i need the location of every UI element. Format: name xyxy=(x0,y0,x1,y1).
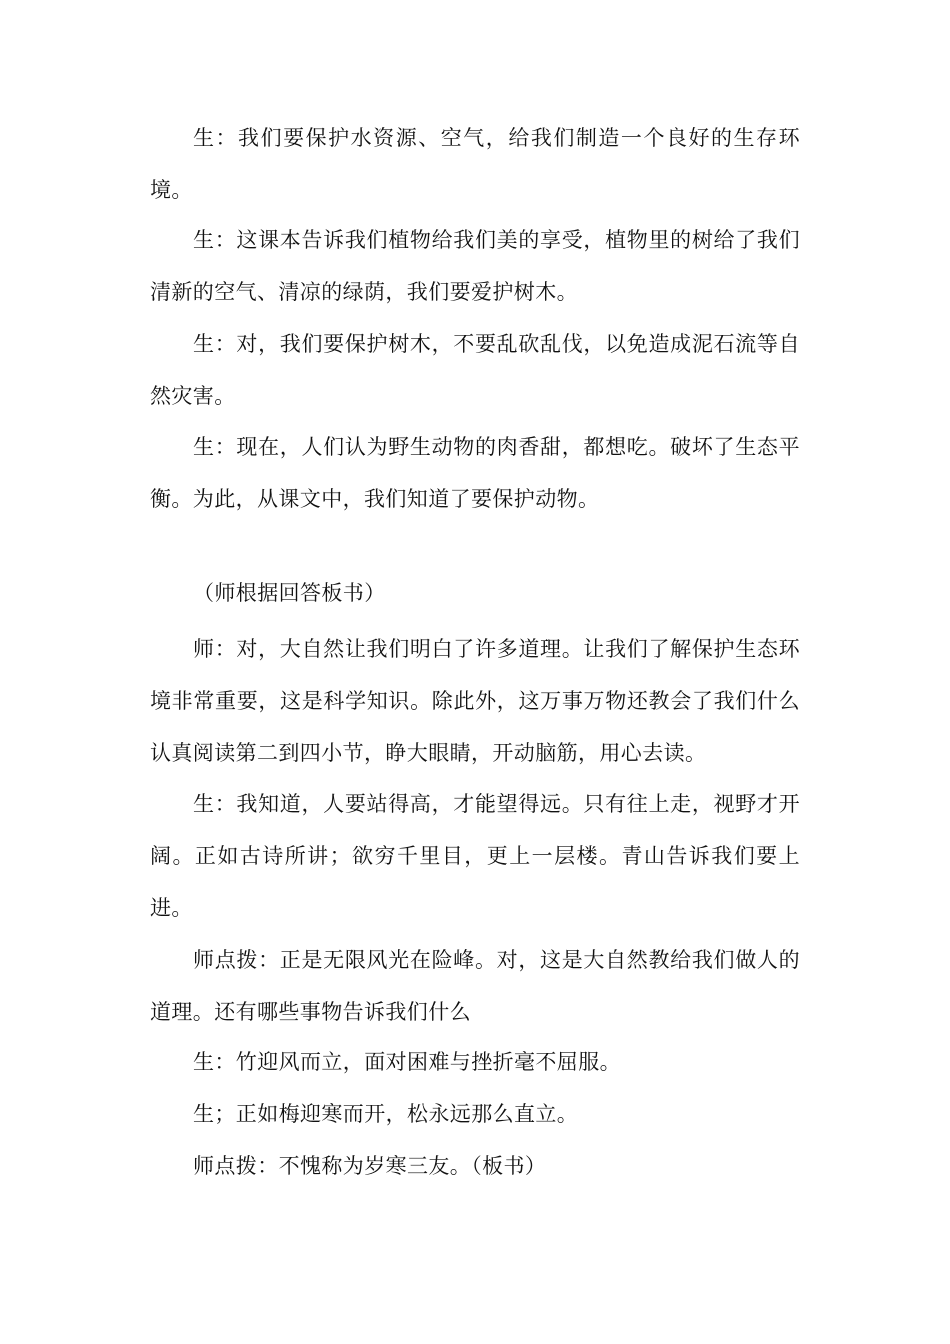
teacher-note-paragraph: （师根据回答板书） xyxy=(193,581,386,605)
student-answer-paragraph: 生：这课本告诉我们植物给我们美的享受，植物里的树给了我们清新的空气、清凉的绿荫，我们要爱护树木。 xyxy=(150,228,800,304)
student-answer-paragraph: 生：现在，人们认为野生动物的肉香甜，都想吃。破坏了生态平衡。为此，从课文中，我们知道了要保护动物。 xyxy=(150,435,800,511)
student-answer-paragraph: 生：我们要保护水资源、空气，给我们制造一个良好的生存环境。 xyxy=(150,126,800,202)
student-answer-paragraph: 生：我知道，人要站得高，才能望得远。只有往上走，视野才开阔。正如古诗所讲；欲穷千里目，更上一层楼。青山告诉我们要上进。 xyxy=(150,792,800,920)
student-answer-paragraph: 生：竹迎风而立，面对困难与挫折毫不屈服。 xyxy=(193,1050,621,1074)
student-answer-paragraph: 生；正如梅迎寒而开，松永远那么直立。 xyxy=(193,1102,579,1126)
teacher-paragraph: 师：对，大自然让我们明白了许多道理。让我们了解保护生态环境非常重要，这是科学知识。除此外，这万事万物还教会了我们什么认真阅读第二到四小节，睁大眼睛，开动脑筋，用心去读。 xyxy=(150,637,800,765)
student-answer-paragraph: 生：对，我们要保护树木，不要乱砍乱伐，以免造成泥石流等自然灾害。 xyxy=(150,332,800,408)
teacher-guidance-paragraph: 师点拨：正是无限风光在险峰。对，这是大自然教给我们做人的道理。还有哪些事物告诉我们什么 xyxy=(150,948,800,1024)
document-page xyxy=(150,0,800,1344)
teacher-guidance-paragraph: 师点拨：不愧称为岁寒三友。（板书） xyxy=(193,1154,547,1178)
